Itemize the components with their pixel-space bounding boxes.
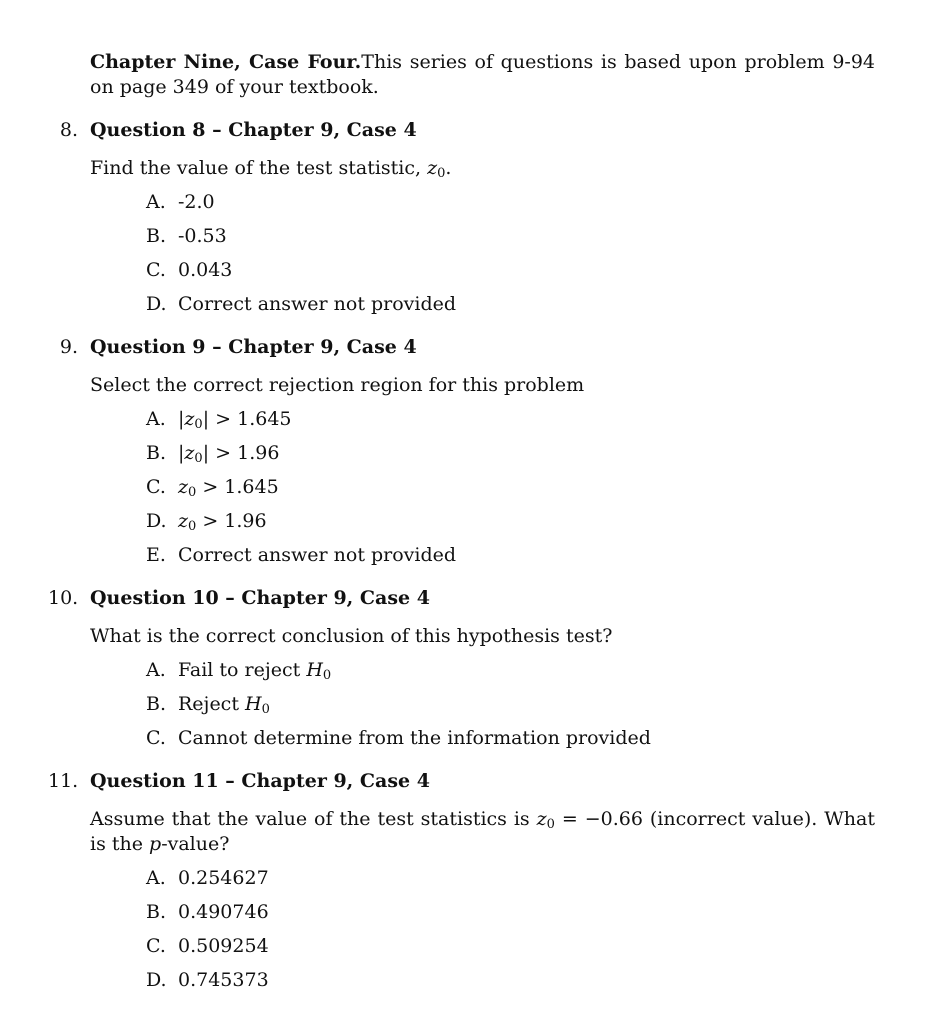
answer-option[interactable]: B. Reject $H_0$ [146, 693, 270, 717]
answer-option[interactable]: E. Correct answer not provided [146, 544, 457, 566]
question-title: Question 8 – Chapter 9, Case 4 [90, 119, 417, 141]
question-9-prompt: Select the correct rejection region for this problem [90, 374, 585, 396]
answer-option[interactable]: B. 0.490746 [146, 901, 269, 923]
question-title: Question 11 – Chapter 9, Case 4 [90, 770, 430, 792]
answer-option[interactable]: D. Correct answer not provided [146, 293, 457, 315]
question-number: 10. [48, 587, 79, 609]
answer-option[interactable]: D. 0.745373 [146, 969, 269, 991]
answer-option[interactable]: A. Fail to reject $H_0$ [146, 659, 332, 683]
answer-option[interactable]: B. $|z_0| > 1.96$ [146, 442, 280, 466]
question-title: Question 9 – Chapter 9, Case 4 [90, 336, 417, 358]
answer-option[interactable]: C. $z_0 > 1.645$ [146, 476, 279, 500]
answer-option[interactable]: D. $z_0 > 1.96$ [146, 510, 267, 534]
intro-text: This series of questions is based upon problem 9-94 on page 349 of your textbook. [90, 51, 876, 98]
question-8-prompt: Find the value of the test statistic, $z_0$. [90, 157, 452, 181]
answer-option[interactable]: C. Cannot determine from the information provided [146, 727, 651, 749]
answer-option[interactable]: A. -2.0 [146, 191, 215, 213]
question-10-prompt: What is the correct conclusion of this hypothesis test? [90, 625, 613, 647]
question-title: Question 10 – Chapter 9, Case 4 [90, 587, 430, 609]
intro-paragraph [90, 50, 875, 100]
question-number: 8. [59, 119, 78, 141]
answer-option[interactable]: B. -0.53 [146, 225, 227, 247]
answer-option[interactable]: A. 0.254627 [146, 867, 269, 889]
question-number: 9. [59, 336, 78, 358]
intro-heading: Chapter Nine, Case Four. [90, 51, 362, 73]
question-11-prompt: Assume that the value of the test statistics is $z_0 = -0.66$ (incorrect value). What is the p-value? [90, 808, 876, 855]
answer-option[interactable]: C. 0.509254 [146, 935, 269, 957]
answer-option[interactable]: A. $|z_0| > 1.645$ [146, 408, 292, 432]
question-number: 11. [48, 770, 79, 792]
answer-option[interactable]: C. 0.043 [146, 259, 233, 281]
